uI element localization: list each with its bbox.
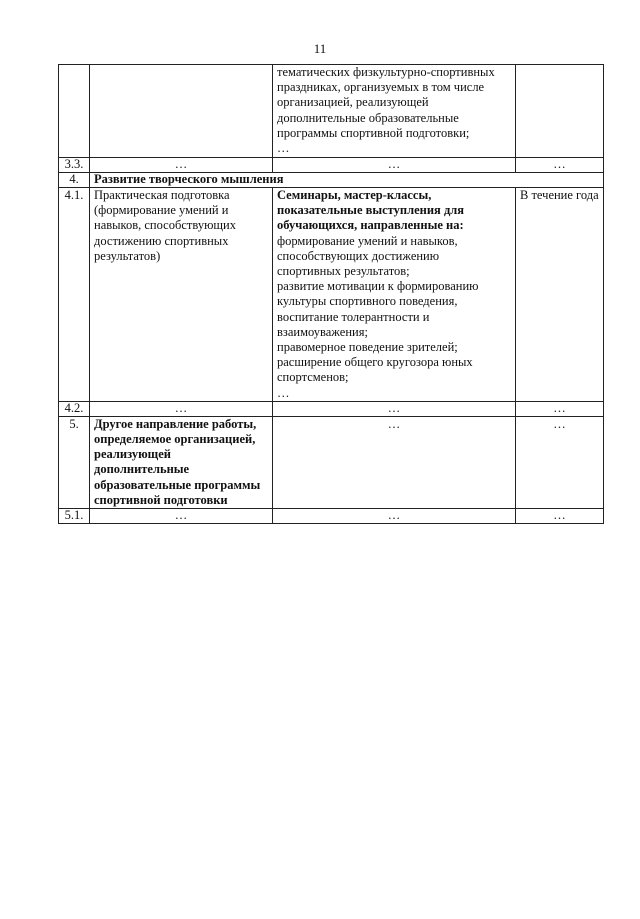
name-line: результатов) [94, 248, 161, 263]
content-line: программы спортивной подготовки; [277, 125, 470, 140]
content-line: … [277, 141, 290, 156]
cell-term: В течение года [516, 188, 604, 402]
content-heading-line: Семинары, мастер-классы, [277, 188, 432, 202]
content-line: взаимоуважения; [277, 324, 368, 339]
name-line: навыков, способствующих [94, 218, 236, 233]
cell-num: 4.1. [59, 188, 90, 402]
cell-term [516, 65, 604, 158]
name-line: дополнительные [94, 462, 190, 477]
cell-name [90, 65, 273, 158]
content-line: праздниках, организуемых в том числе [277, 80, 485, 95]
table-row-4-2 [59, 401, 604, 416]
content-line: … [277, 385, 290, 400]
cell-content: … [273, 158, 516, 173]
cell-name [90, 416, 273, 508]
cell-name: … [90, 509, 273, 524]
cell-content [273, 65, 516, 158]
table-row-continuation [59, 65, 604, 158]
cell-term: … [516, 158, 604, 173]
section-title: Развитие творческого мышления [90, 173, 604, 188]
plan-table [58, 64, 604, 524]
cell-num [59, 65, 90, 158]
content-line: организацией, реализующей [277, 95, 429, 110]
name-line: образовательные программы [94, 477, 261, 492]
cell-content: … [273, 416, 516, 508]
content-line: развитие мотивации к формированию [277, 279, 479, 294]
content-heading-line: обучающихся, направленные на: [277, 218, 464, 233]
content-line: формирование умений и навыков, [277, 233, 458, 248]
name-line: реализующей [94, 447, 171, 462]
name-line: определяемое организацией, [94, 432, 256, 447]
cell-num: 5. [59, 416, 90, 508]
cell-name: … [90, 158, 273, 173]
page-number: 11 [313, 41, 327, 56]
name-line: Другое направление работы, [94, 416, 257, 431]
content-line: культуры спортивного поведения, [277, 294, 458, 309]
cell-name: … [90, 401, 273, 416]
cell-num: 3.3. [59, 158, 90, 173]
content-line: дополнительные образовательные [277, 110, 459, 125]
table-row-4 [59, 173, 604, 188]
cell-term: … [516, 509, 604, 524]
cell-name [90, 188, 273, 402]
content-line: расширение общего кругозора юных [277, 355, 473, 370]
content-line: спортсменов; [277, 370, 349, 385]
cell-num: 4.2. [59, 401, 90, 416]
content-line: воспитание толерантности и [277, 309, 430, 324]
name-line: (формирование умений и [94, 203, 229, 218]
name-line: спортивной подготовки [94, 492, 228, 507]
cell-content: … [273, 401, 516, 416]
content-line: правомерное поведение зрителей; [277, 340, 458, 355]
table-row-5 [59, 416, 604, 508]
content-line: способствующих достижению [277, 248, 440, 263]
table-row-4-1 [59, 188, 604, 402]
table-row-5-1 [59, 509, 604, 524]
name-line: достижению спортивных [94, 233, 229, 248]
cell-num: 5.1. [59, 509, 90, 524]
cell-num: 4. [59, 173, 90, 188]
cell-term: … [516, 416, 604, 508]
cell-content: … [273, 509, 516, 524]
cell-content [273, 188, 516, 402]
content-line: тематических физкультурно-спортивных [277, 65, 495, 79]
cell-term: … [516, 401, 604, 416]
table-row-3-3 [59, 158, 604, 173]
name-line: Практическая подготовка [94, 188, 230, 202]
content-line: спортивных результатов; [277, 264, 410, 279]
content-heading-line: показательные выступления для [277, 203, 465, 218]
